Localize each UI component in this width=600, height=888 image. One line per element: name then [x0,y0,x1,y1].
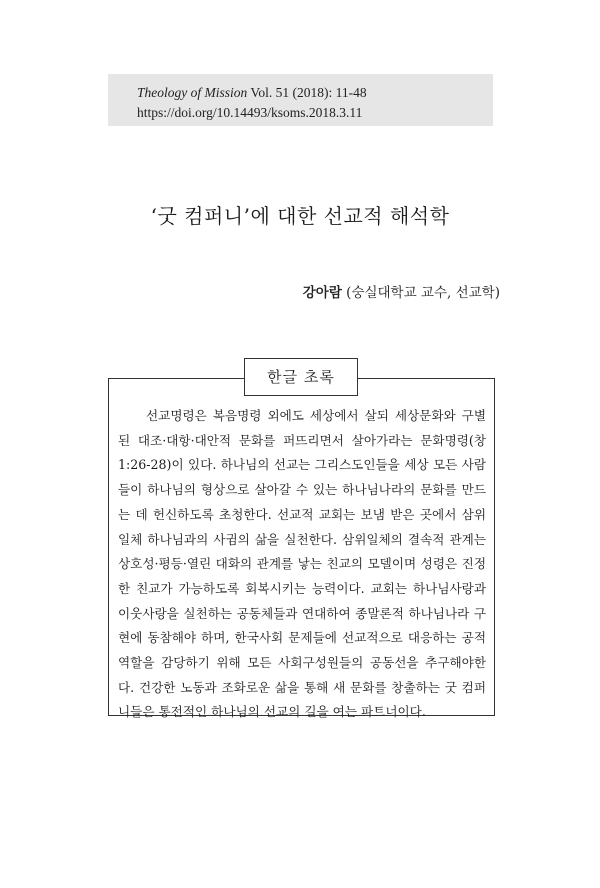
journal-name: Theology of Mission [137,85,248,100]
author-name: 강아람 [302,285,342,301]
volume-info: Vol. 51 (2018): 11-48 [250,85,367,100]
author-affiliation: (숭실대학교 교수, 선교학) [346,285,500,301]
journal-header [108,74,493,126]
abstract-text: 선교명령은 복음명령 외에도 세상에서 살되 세상문화와 구별된 대조·대항·대안적 문화를 퍼뜨리면서 살아가라는 문화명령(창 1:26-28)이 있다. 하나님의 선교는 그리스도인들을 세상 모든 사람들이 하나님의 형상으로 살아갈 수 있는 하나님나라의 문화를 만드는 데 헌신하도록 초청한다. 선교적 교회는 보냄 받은 곳에서 삼위일체 하나님과의 사귐의 삶을 실천한다. 삼위일체의 결속적 관계는 상호성·평등·열린 대화의 관계를 낳는 친교의 모델이며 성령은 진정한 친교가 가능하도록 회복시키는 능력이다. 교회는 하나님사랑과 이웃사랑을 실천하는 공동체들과 연대하여 종말론적 하나님나라 구현에 동참해야 하며, 한국사회 문제들에 선교적으로 대응하는 공적역할을 감당하기 위해 모든 사회구성원들의 공동선을 추구해야한다. 건강한 노동과 조화로운 삶을 통해 새 문화를 창출하는 굿 컴퍼니들은 통전적인 하나님의 선교의 길을 여는 파트너이다. [118,408,486,720]
abstract-heading: 한글 초록 [244,358,358,396]
author-line [303,281,500,301]
doi-link[interactable]: https://doi.org/10.14493/ksoms.2018.3.11 [137,105,363,120]
paper-title: ‘굿 컴퍼니’에 대한 선교적 해석학 [150,204,450,228]
journal-citation [137,83,493,103]
